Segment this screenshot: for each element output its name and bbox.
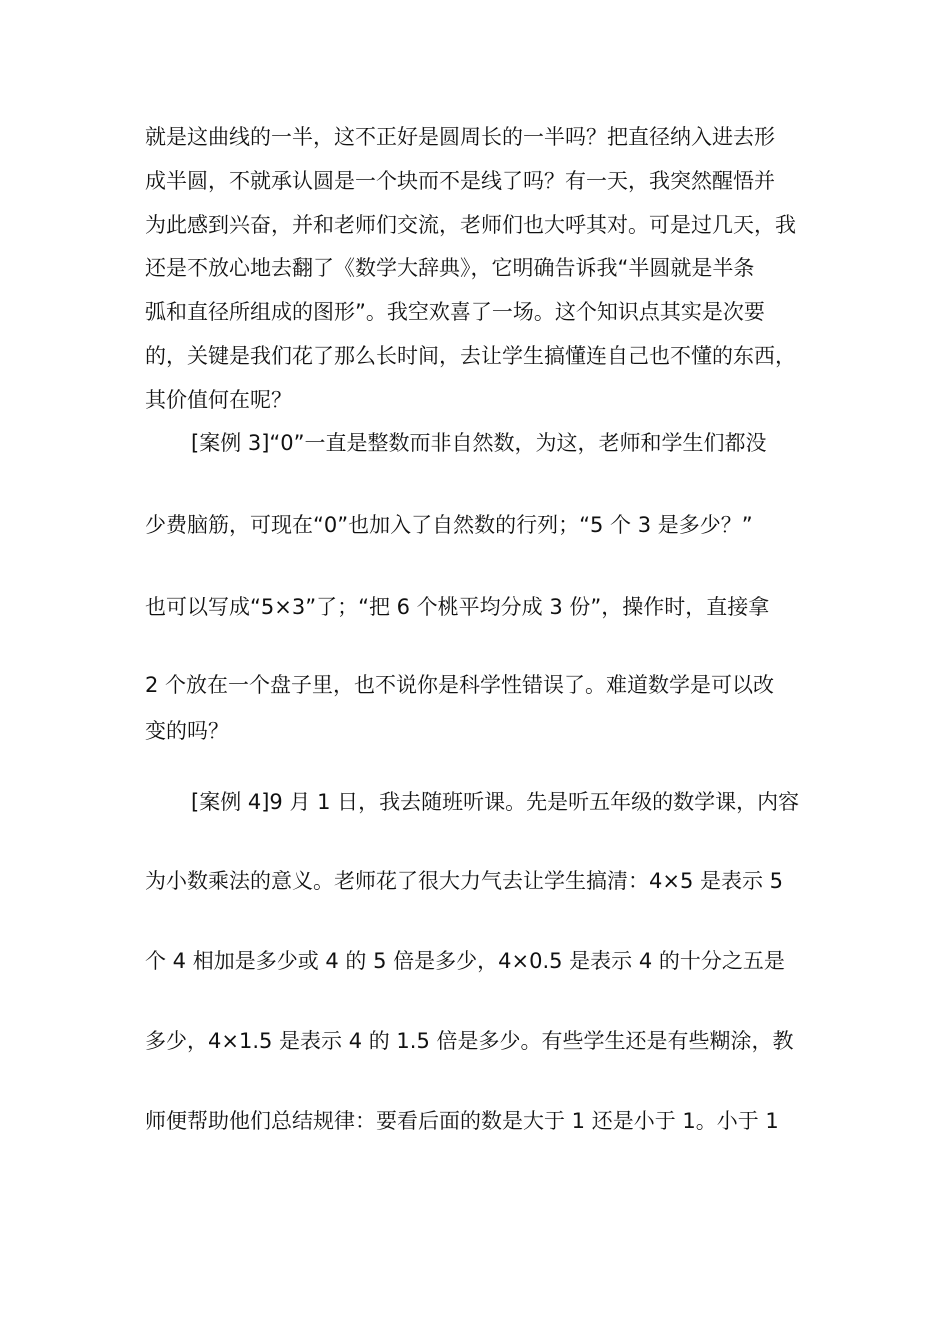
text-line: 师便帮助他们总结规律：要看后面的数是大于 1 还是小于 1。小于 1 <box>145 1109 779 1133</box>
text-line: [案例 3]“0”一直是整数而非自然数，为这，老师和学生们都没 <box>191 431 767 455</box>
text-line: 就是这曲线的一半，这不正好是圆周长的一半吗？把直径纳入进去形 <box>145 125 775 149</box>
text-line: 还是不放心地去翻了《数学大辞典》，它明确告诉我“半圆就是半条 <box>145 256 755 280</box>
text-line: 少费脑筋，可现在“0”也加入了自然数的行列；“5 个 3 是多少？” <box>145 513 753 537</box>
text-line: 为小数乘法的意义。老师花了很大力气去让学生搞清：4×5 是表示 5 <box>145 869 784 893</box>
text-line: 个 4 相加是多少或 4 的 5 倍是多少，4×0.5 是表示 4 的十分之五是 <box>145 949 785 973</box>
text-line: 的，关键是我们花了那么长时间，去让学生搞懂连自己也不懂的东西， <box>145 344 796 368</box>
text-line: 2 个放在一个盘子里，也不说你是科学性错误了。难道数学是可以改 <box>145 673 775 697</box>
text-line: 为此感到兴奋，并和老师们交流，老师们也大呼其对。可是过几天，我 <box>145 213 796 237</box>
text-line: 多少，4×1.5 是表示 4 的 1.5 倍是多少。有些学生还是有些糊涂，教 <box>145 1029 794 1053</box>
text-line: 也可以写成“5×3”了；“把 6 个桃平均分成 3 份”，操作时，直接拿 <box>145 595 770 619</box>
text-line: 成半圆，不就承认圆是一个块而不是线了吗？有一天，我突然醒悟并 <box>145 169 775 193</box>
text-line: [案例 4]9 月 1 日，我去随班听课。先是听五年级的数学课，内容 <box>191 790 800 814</box>
text-line: 变的吗？ <box>145 719 229 743</box>
text-line: 其价值何在呢？ <box>145 388 292 412</box>
text-line: 弧和直径所组成的图形”。我空欢喜了一场。这个知识点其实是次要 <box>145 300 765 324</box>
